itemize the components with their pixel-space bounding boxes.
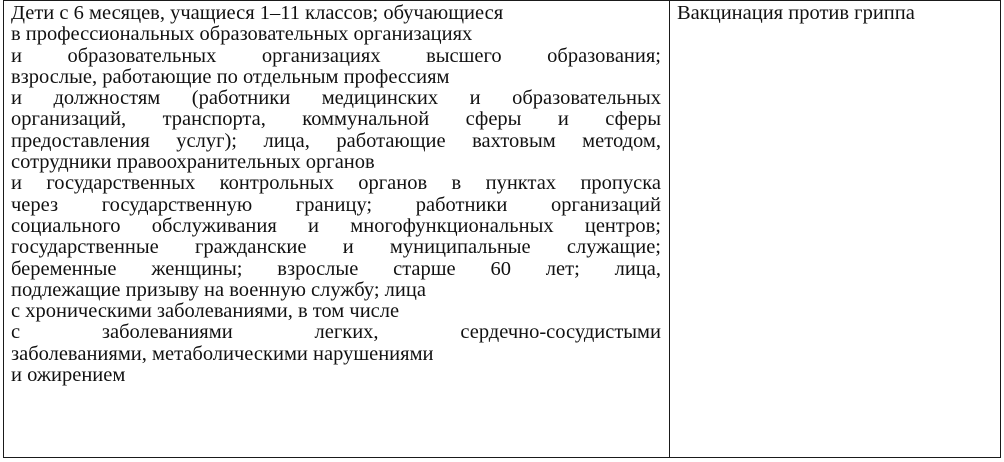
category-text-line: через государственную границу; работники организаций [11, 194, 661, 216]
category-text-line: взрослые, работающие по отдельным профессиям [11, 66, 450, 88]
category-text-line: государственные гражданские и муниципальные служащие; [11, 237, 661, 259]
category-text-line: социального обслуживания и многофункциональных центров; [11, 215, 661, 237]
vaccination-cell [670, 1, 1001, 458]
category-text-line: и государственных контрольных органов в пунктах пропуска [11, 173, 661, 195]
category-text-line: Дети с 6 месяцев, учащиеся 1–11 классов; обучающиеся [11, 3, 504, 24]
category-text-line: заболеваниями, метаболическими нарушениями [11, 343, 434, 365]
category-text-line: с заболеваниями легких, сердечно-сосудистыми [11, 322, 661, 344]
category-text-line: организаций, транспорта, коммунальной сферы и сферы [11, 109, 661, 131]
table-row [4, 1, 1001, 458]
category-text-line: и должностям (работники медицинских и образовательных [11, 88, 661, 110]
category-text-line: сотрудники правоохранительных органов [11, 152, 375, 174]
vaccination-text: Вакцинация против гриппа [677, 3, 915, 24]
category-text-line: предоставления услуг); лица, работающие вахтовым методом, [11, 130, 661, 152]
category-text-line: и образовательных организациях высшего образования; [11, 45, 661, 67]
category-cell [4, 1, 670, 458]
vaccination-table [3, 0, 1001, 458]
category-text-line: с хроническими заболеваниями, в том числе [11, 301, 400, 323]
category-text-line: и ожирением [11, 365, 126, 387]
category-text-line: подлежащие призыву на военную службу; лица [11, 279, 426, 301]
category-text-line: беременные женщины; взрослые старше 60 лет; лица, [11, 258, 661, 280]
category-text-line: в профессиональных образовательных организациях [11, 24, 473, 46]
